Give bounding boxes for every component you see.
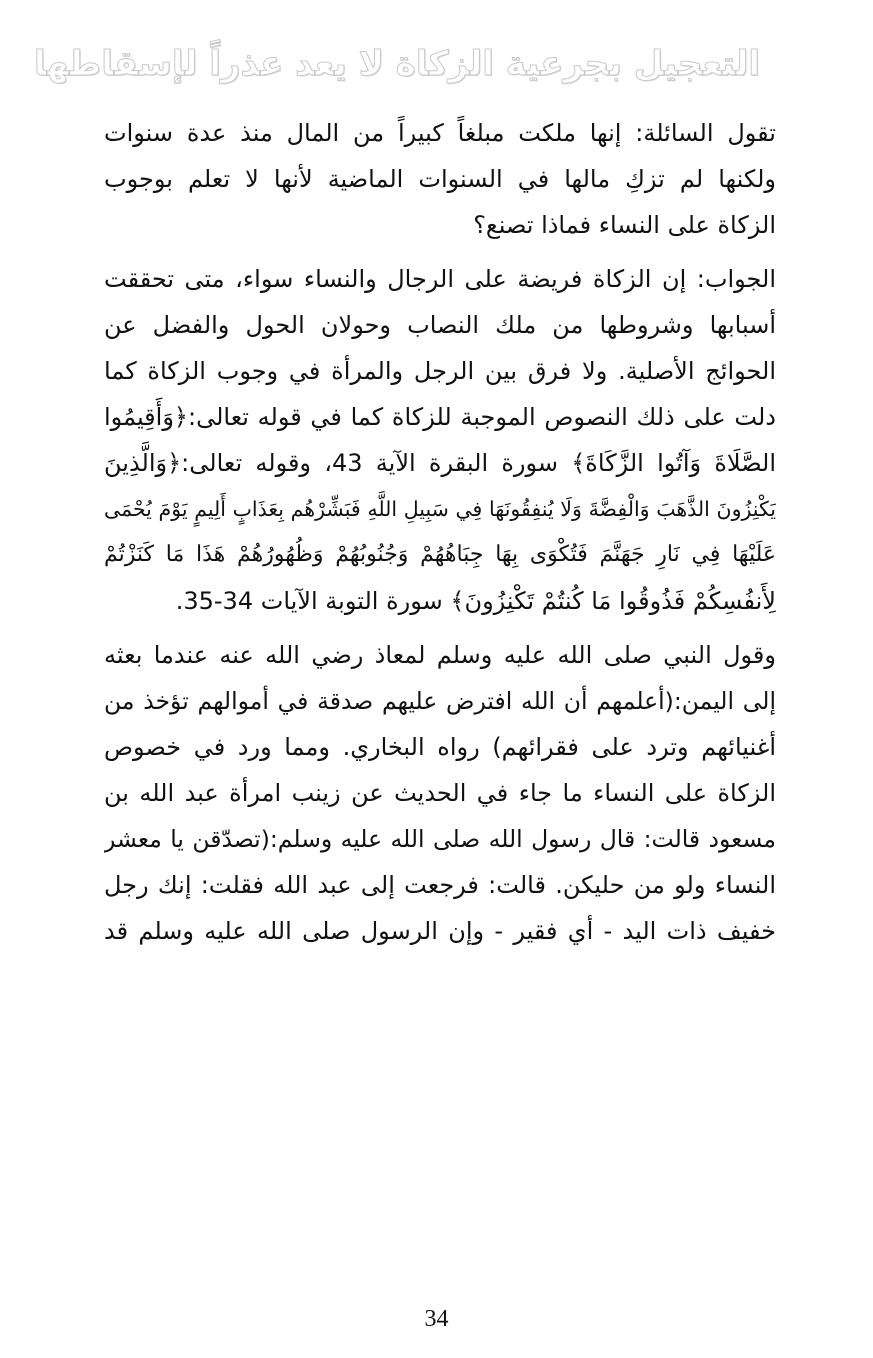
text-line: إلى اليمن:(أعلمهم أن الله افترض عليهم صدقة في أموالهم تؤخذ من <box>104 687 776 715</box>
hadith-paragraph <box>104 632 776 954</box>
page-number: 34 <box>424 1306 449 1332</box>
text-line: الزكاة على النساء فماذا تصنع؟ <box>473 211 776 239</box>
text-line: الزكاة على النساء ما جاء في الحديث عن زينب امرأة عبد الله بن <box>104 779 776 807</box>
text-line: لِأَنفُسِكُمْ فَذُوقُوا مَا كُنتُمْ تَكْنِزُونَ﴾ سورة التوبة الآيات 34-35. <box>175 587 776 615</box>
text-line: الصَّلَاةَ وَآتُوا الزَّكَاةَ﴾ سورة البقرة الآية 43، وقوله تعالى:﴿وَالَّذِينَ <box>104 449 776 477</box>
question-paragraph <box>104 110 776 248</box>
page-body <box>104 110 776 954</box>
text-line: دلت على ذلك النصوص الموجبة للزكاة كما في قوله تعالى:﴿وَأَقِيمُوا <box>104 403 776 431</box>
text-line: خفيف ذات اليد - أي فقير - وإن الرسول صلى الله عليه وسلم قد <box>104 917 776 945</box>
text-line: تقول السائلة: إنها ملكت مبلغاً كبيراً من المال منذ عدة سنوات <box>104 119 776 147</box>
running-header: التعجيل بجرعية الزكاة لا يعد عذراً لإسقاطها <box>33 44 760 84</box>
text-line: وقول النبي صلى الله عليه وسلم لمعاذ رضي الله عنه عندما بعثه <box>104 641 776 669</box>
text-line: أسبابها وشروطها من ملك النصاب وحولان الحول والفضل عن <box>104 311 776 339</box>
text-line: مسعود قالت: قال رسول الله صلى الله عليه وسلم:(تصدّقن يا معشر <box>104 825 776 853</box>
text-line: النساء ولو من حليكن. قالت: فرجعت إلى عبد الله فقلت: إنك رجل <box>104 871 776 899</box>
quran-verse-line: عَلَيْهَا فِي نَارِ جَهَنَّمَ فَتُكْوَى بِهَا جِبَاهُهُمْ وَجُنُوبُهُمْ وَظُهُورُهُمْ هَذَا مَا كَنَزْتُمْ <box>104 542 776 567</box>
text-line: أغنيائهم وترد على فقرائهم) رواه البخاري. ومما ورد في خصوص <box>104 733 776 761</box>
text-line: ولكنها لم تزكِ مالها في السنوات الماضية لأنها لا تعلم بوجوب <box>104 165 776 193</box>
answer-paragraph <box>104 256 776 624</box>
text-line: الجواب: إن الزكاة فريضة على الرجال والنساء سواء، متى تحققت <box>104 265 776 293</box>
quran-verse-line: يَكْنِزُونَ الذَّهَبَ وَالْفِضَّةَ وَلَا يُنفِقُونَهَا فِي سَبِيلِ اللَّهِ فَبَشِّرْهُم بِعَذَابٍ أَلِيمٍ يَوْمَ يُحْمَى <box>104 497 776 521</box>
text-line: الحوائج الأصلية. ولا فرق بين الرجل والمرأة في وجوب الزكاة كما <box>104 357 776 385</box>
